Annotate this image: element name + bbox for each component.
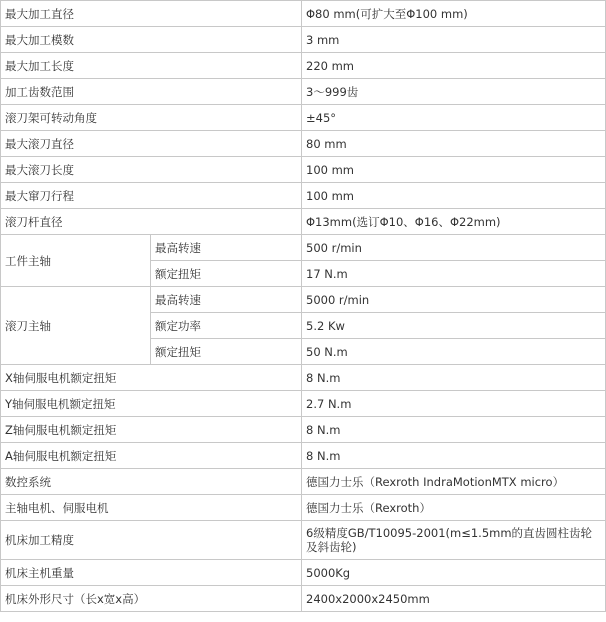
table-row xyxy=(1,183,606,209)
sub-label: 最高转速 xyxy=(151,287,302,313)
row-value: 100 mm xyxy=(302,157,606,183)
table-row xyxy=(1,131,606,157)
table-row xyxy=(1,27,606,53)
row-value: 50 N.m xyxy=(302,339,606,365)
table-row xyxy=(1,235,606,261)
row-value: 500 r/min xyxy=(302,235,606,261)
row-value: 德国力士乐（Rexroth） xyxy=(302,495,606,521)
work-spindle-label: 工件主轴 xyxy=(1,235,151,287)
row-label: Z轴伺服电机额定扭矩 xyxy=(1,417,302,443)
row-label: 数控系统 xyxy=(1,469,302,495)
row-label: X轴伺服电机额定扭矩 xyxy=(1,365,302,391)
sub-label: 最高转速 xyxy=(151,235,302,261)
row-label: A轴伺服电机额定扭矩 xyxy=(1,443,302,469)
row-label: 最大加工直径 xyxy=(1,1,302,27)
table-row xyxy=(1,469,606,495)
row-value: 5.2 Kw xyxy=(302,313,606,339)
table-row xyxy=(1,365,606,391)
row-value: 5000 r/min xyxy=(302,287,606,313)
row-value: 220 mm xyxy=(302,53,606,79)
row-value: 8 N.m xyxy=(302,365,606,391)
row-value: 8 N.m xyxy=(302,417,606,443)
table-row xyxy=(1,586,606,612)
table-row xyxy=(1,560,606,586)
row-label: 加工齿数范围 xyxy=(1,79,302,105)
row-label: 最大滚刀直径 xyxy=(1,131,302,157)
table-row xyxy=(1,1,606,27)
row-label: 滚刀架可转动角度 xyxy=(1,105,302,131)
table-row xyxy=(1,157,606,183)
row-label: Y轴伺服电机额定扭矩 xyxy=(1,391,302,417)
row-label: 最大窜刀行程 xyxy=(1,183,302,209)
sub-label: 额定扭矩 xyxy=(151,261,302,287)
table-row xyxy=(1,287,606,313)
row-value: Φ13mm(选订Φ10、Φ16、Φ22mm) xyxy=(302,209,606,235)
row-value: Φ80 mm(可扩大至Φ100 mm) xyxy=(302,1,606,27)
row-label: 机床主机重量 xyxy=(1,560,302,586)
table-row xyxy=(1,495,606,521)
sub-label: 额定扭矩 xyxy=(151,339,302,365)
row-value: 100 mm xyxy=(302,183,606,209)
row-label: 最大加工模数 xyxy=(1,27,302,53)
row-label: 最大加工长度 xyxy=(1,53,302,79)
row-value: 5000Kg xyxy=(302,560,606,586)
table-row xyxy=(1,209,606,235)
table-row xyxy=(1,443,606,469)
row-value: ±45° xyxy=(302,105,606,131)
table-row xyxy=(1,521,606,560)
row-value: 8 N.m xyxy=(302,443,606,469)
row-label: 机床加工精度 xyxy=(1,521,302,560)
row-label: 机床外形尺寸（长x宽x高） xyxy=(1,586,302,612)
row-label: 最大滚刀长度 xyxy=(1,157,302,183)
row-value: 3～999齿 xyxy=(302,79,606,105)
row-value: 17 N.m xyxy=(302,261,606,287)
row-value: 6级精度GB/T10095-2001(m≤1.5mm的直齿圆柱齿轮及斜齿轮) xyxy=(302,521,606,560)
table-row xyxy=(1,105,606,131)
row-value: 2400x2000x2450mm xyxy=(302,586,606,612)
row-value: 80 mm xyxy=(302,131,606,157)
sub-label: 额定功率 xyxy=(151,313,302,339)
row-value: 德国力士乐（Rexroth IndraMotionMTX micro） xyxy=(302,469,606,495)
row-label: 主轴电机、伺服电机 xyxy=(1,495,302,521)
row-value: 2.7 N.m xyxy=(302,391,606,417)
hob-spindle-label: 滚刀主轴 xyxy=(1,287,151,365)
table-row xyxy=(1,53,606,79)
table-row xyxy=(1,79,606,105)
table-row xyxy=(1,417,606,443)
table-row xyxy=(1,391,606,417)
row-value: 3 mm xyxy=(302,27,606,53)
row-label: 滚刀杆直径 xyxy=(1,209,302,235)
